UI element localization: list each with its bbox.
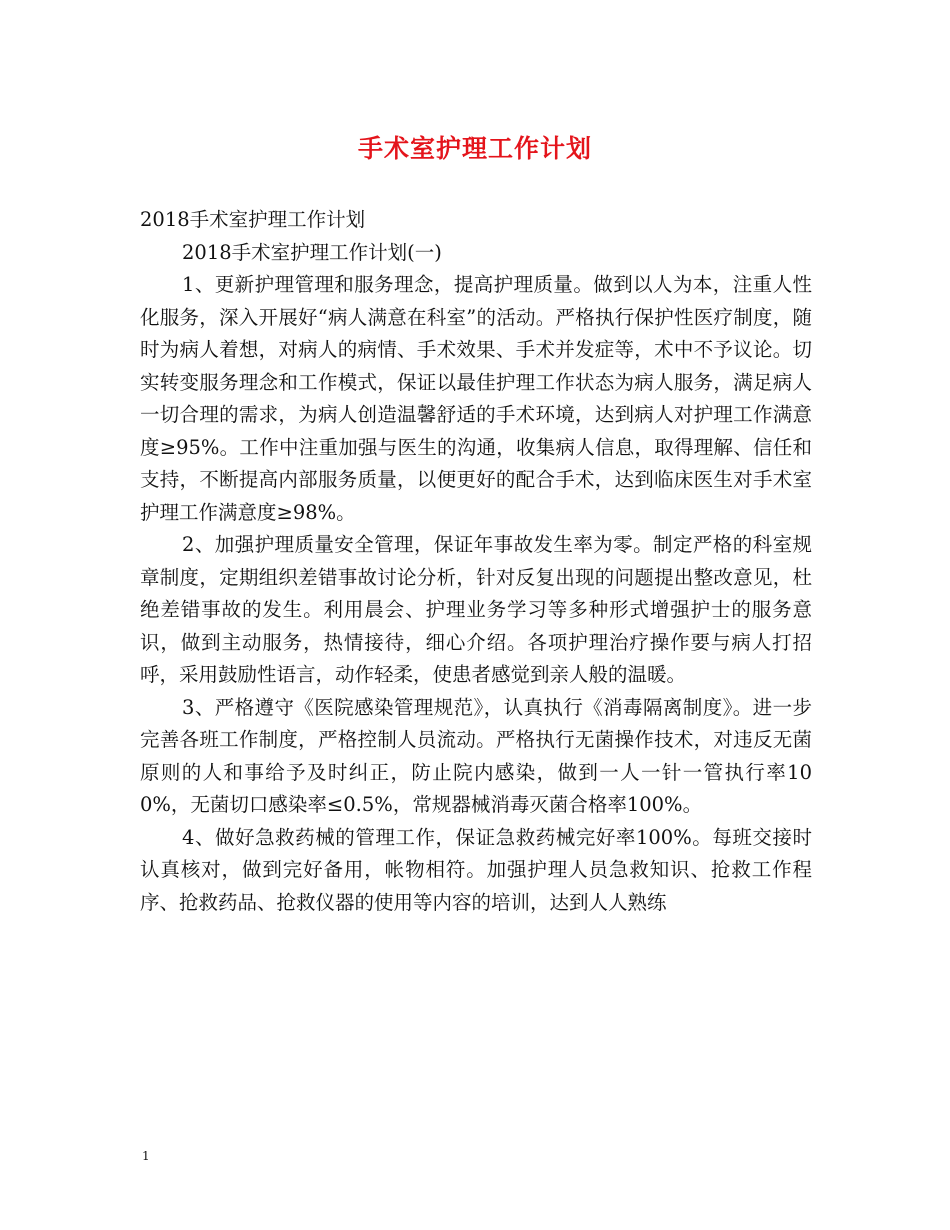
- document-heading: 2018手术室护理工作计划: [140, 208, 366, 231]
- paragraph-2: 2、加强护理质量安全管理，保证年事故发生率为零。制定严格的科室规章制度，定期组织差错事故讨论分析，针对反复出现的问题提出整改意见，杜绝差错事故的发生。利用晨会、护理业务学习等多种形式增强护士的服务意识，做到主动服务，热情接待，细心介绍。各项护理治疗操作要与病人打招呼，采用鼓励性语言，动作轻柔，使患者感觉到亲人般的温暖。: [140, 533, 812, 686]
- document-subheading: 2018手术室护理工作计划(一): [182, 240, 442, 264]
- document-title: 手术室护理工作计划: [357, 134, 592, 163]
- page-number: 1: [142, 1149, 150, 1163]
- paragraph-3: 3、严格遵守《医院感染管理规范》，认真执行《消毒隔离制度》。进一步完善各班工作制度，严格控制人员流动。严格执行无菌操作技术，对违反无菌原则的人和事给予及时纠正，防止院内感染，做到一人一针一管执行率100%，无菌切口感染率≤0.5%，常规器械消毒灭菌合格率100%。: [140, 695, 812, 816]
- paragraph-1: 1、更新护理管理和服务理念，提高护理质量。做到以人为本，注重人性化服务，深入开展好“病人满意在科室”的活动。严格执行保护性医疗制度，随时为病人着想，对病人的病情、手术效果、手术并发症等，术中不予议论。切实转变服务理念和工作模式，保证以最佳护理工作状态为病人服务，满足病人一切合理的需求，为病人创造温馨舒适的手术环境，达到病人对护理工作满意度≥95%。工作中注重加强与医生的沟通，收集病人信息，取得理解、信任和支持，不断提高内部服务质量，以便更好的配合手术，达到临床医生对手术室护理工作满意度≥98%。: [140, 273, 812, 524]
- document-body: [140, 204, 812, 919]
- paragraph-4: 4、做好急救药械的管理工作，保证急救药械完好率100%。每班交接时认真核对，做到完好备用，帐物相符。加强护理人员急救知识、抢救工作程序、抢救药品、抢救仪器的使用等内容的培训，达到人人熟练: [140, 825, 812, 914]
